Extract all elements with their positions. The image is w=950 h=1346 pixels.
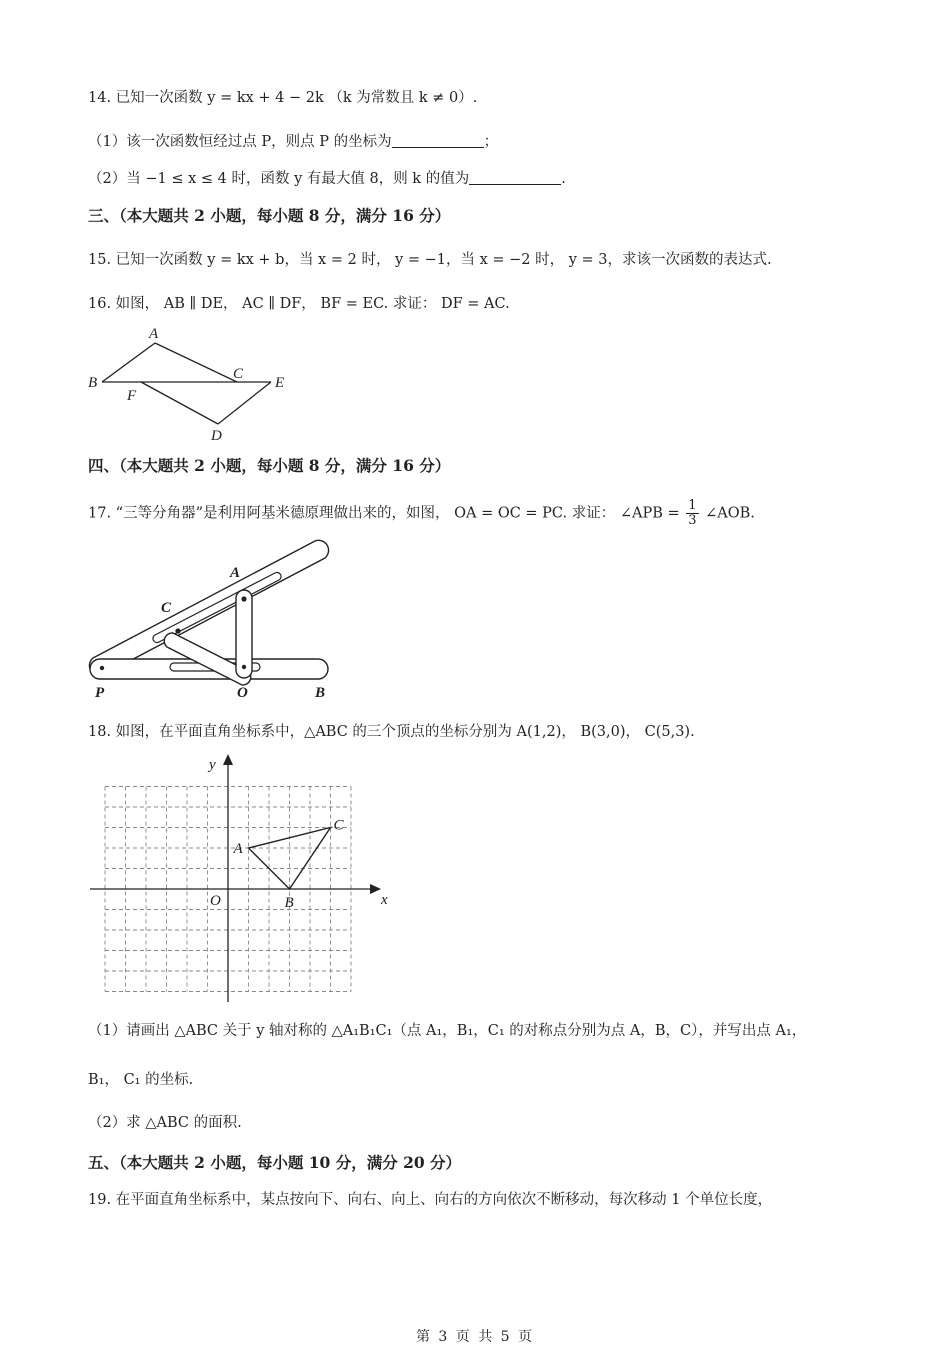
q16-figure bbox=[85, 322, 300, 444]
q17-text-before: 17. “三等分角器”是利用阿基米德原理做出来的，如图， OA = OC = PC. 求证： ∠APB = bbox=[88, 505, 680, 522]
q16-label-d: D bbox=[211, 428, 222, 444]
q14-part1-blank[interactable] bbox=[392, 133, 484, 148]
q17-label-o: O bbox=[237, 685, 248, 701]
q14-part1 bbox=[88, 132, 498, 152]
q16-label-c: C bbox=[233, 366, 244, 382]
pivot-o bbox=[242, 665, 246, 669]
q16-label-f: F bbox=[127, 388, 137, 404]
x-axis-arrow-icon bbox=[370, 884, 381, 894]
q14-part2 bbox=[88, 169, 566, 189]
q16-label-b: B bbox=[88, 375, 98, 391]
q15-text: 15. 已知一次函数 y = kx + b，当 x = 2 时， y = −1，当 x = −2 时， y = 3，求该一次函数的表达式. bbox=[88, 252, 772, 268]
section3-heading: 三、（本大题共 2 小题，每小题 8 分，满分 16 分） bbox=[88, 206, 451, 225]
point-label-a: A bbox=[233, 841, 243, 857]
segment-ac bbox=[155, 343, 237, 382]
q16-label-a: A bbox=[149, 326, 159, 342]
q18-part1-line1: （1）请画出 △ABC 关于 y 轴对称的 △A₁B₁C₁（点 A₁，B₁，C₁ 的对称点分别为点 A，B，C），并写出点 A₁， bbox=[88, 1023, 807, 1039]
x-axis-label: x bbox=[381, 892, 388, 908]
q14-part1-text: （1）该一次函数恒经过点 P，则点 P 的坐标为 bbox=[88, 134, 392, 150]
page-footer: 第 3 页 共 5 页 bbox=[415, 1329, 535, 1345]
pivot-c bbox=[175, 628, 180, 633]
q14-stem: 14. 已知一次函数 y = kx + 4 − 2k （k 为常数且 k ≠ 0）. bbox=[88, 90, 478, 106]
q17-label-c: C bbox=[161, 600, 172, 616]
q19-text: 19. 在平面直角坐标系中，某点按向下、向右、向上、向右的方向依次不断移动，每次移动 1 个单位长度， bbox=[88, 1192, 773, 1208]
q18-part1-line2: B₁， C₁ 的坐标. bbox=[88, 1072, 194, 1088]
axes bbox=[90, 760, 375, 1002]
q14-part2-end: . bbox=[561, 171, 566, 187]
q17-label-b: B bbox=[315, 685, 326, 701]
segment-ab bbox=[102, 343, 155, 382]
point-label-b: B bbox=[284, 895, 294, 911]
q17-figure bbox=[85, 535, 345, 705]
q16-label-e: E bbox=[275, 375, 285, 391]
q17-text-after: ∠AOB. bbox=[705, 505, 755, 522]
segment-de bbox=[218, 382, 271, 424]
q18-text: 18. 如图，在平面直角坐标系中，△ABC 的三个顶点的坐标分别为 A(1,2)， B(3,0)， C(5,3). bbox=[88, 724, 695, 740]
q17-frac-den: 3 bbox=[688, 513, 697, 528]
origin-label: O bbox=[210, 893, 221, 909]
segment-fd bbox=[141, 382, 218, 424]
q17-label-a: A bbox=[230, 565, 241, 581]
q17-label-p: P bbox=[95, 685, 105, 701]
q18-part2: （2）求 △ABC 的面积. bbox=[88, 1115, 242, 1131]
point-label-c: C bbox=[333, 817, 344, 834]
q16-text: 16. 如图， AB ∥ DE， AC ∥ DF， BF = EC. 求证： DF = AC. bbox=[88, 296, 510, 312]
y-axis-arrow-icon bbox=[223, 754, 233, 765]
y-axis-label: y bbox=[209, 757, 216, 773]
q18-coordinate-graph bbox=[85, 752, 395, 1007]
section5-heading: 五、（本大题共 2 小题，每小题 10 分，满分 20 分） bbox=[88, 1153, 462, 1172]
q14-part2-blank[interactable] bbox=[469, 170, 561, 185]
q17-frac-num: 1 bbox=[688, 498, 697, 513]
arm-oa bbox=[236, 590, 252, 678]
q17-text bbox=[88, 499, 755, 528]
pivot-a bbox=[241, 596, 246, 601]
section4-heading: 四、（本大题共 2 小题，每小题 8 分，满分 16 分） bbox=[88, 456, 451, 475]
q17-fraction bbox=[686, 499, 698, 528]
q14-part2-text: （2）当 −1 ≤ x ≤ 4 时，函数 y 有最大值 8，则 k 的值为 bbox=[88, 171, 470, 187]
pivot-p bbox=[100, 666, 104, 670]
q14-part1-end: ； bbox=[483, 134, 499, 150]
